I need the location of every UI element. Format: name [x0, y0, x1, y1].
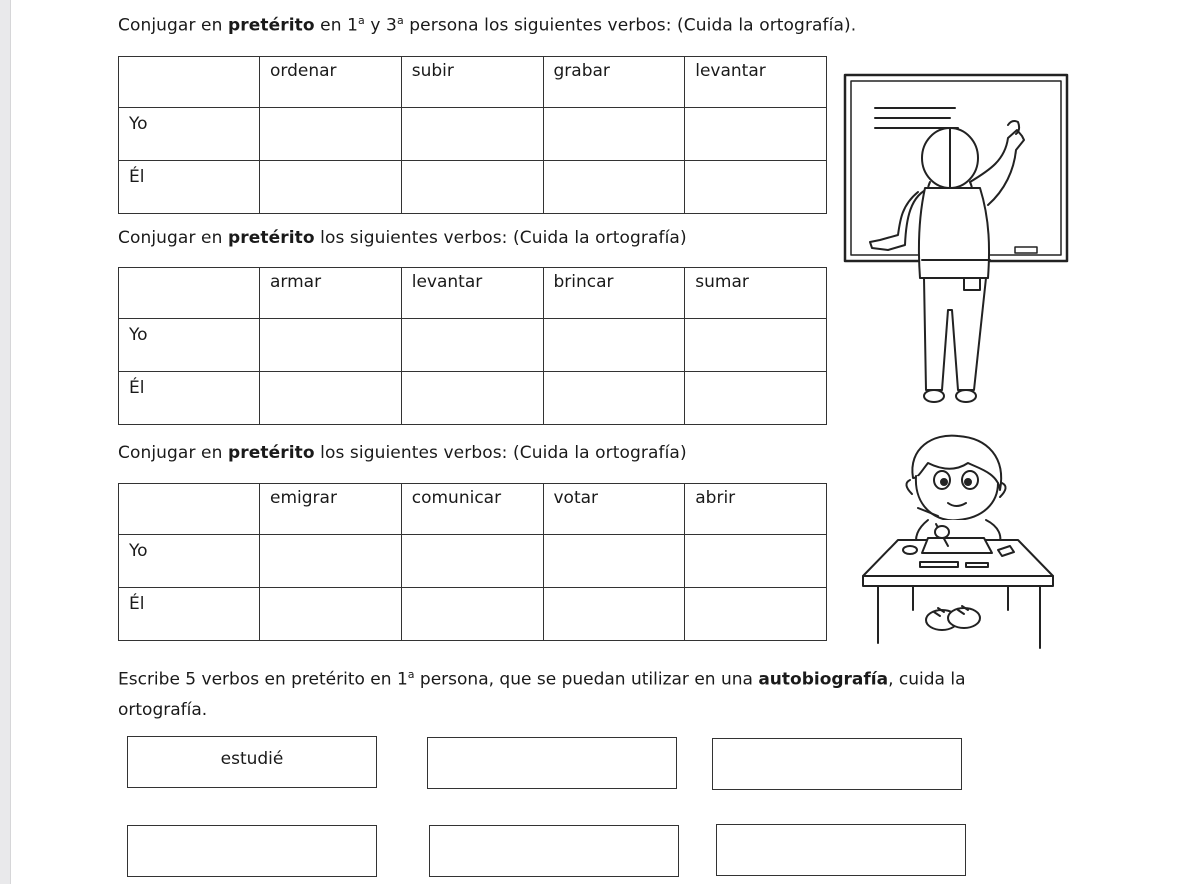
answer-box[interactable]: estudié	[127, 736, 377, 788]
pronoun-label: Él	[119, 588, 260, 641]
instruction-2: Conjugar en pretérito los siguientes verbos: (Cuida la ortografía)	[118, 228, 687, 248]
conjugation-table-2	[118, 267, 827, 425]
answer-cell[interactable]	[685, 535, 827, 588]
verb-header: grabar	[543, 57, 685, 108]
answer-cell[interactable]	[401, 108, 543, 161]
answer-cell[interactable]	[401, 588, 543, 641]
page-left-margin	[0, 0, 11, 884]
answer-box[interactable]	[712, 738, 962, 790]
answer-cell[interactable]	[401, 535, 543, 588]
answer-cell[interactable]	[543, 372, 685, 425]
answer-cell[interactable]	[401, 372, 543, 425]
corner-cell	[119, 484, 260, 535]
corner-cell	[119, 57, 260, 108]
instruction-1: Conjugar en pretérito en 1$^a$ y 3$^a$ persona los siguientes verbos: (Cuida la ortografía).	[118, 14, 857, 36]
pronoun-label: Yo	[119, 535, 260, 588]
answer-cell[interactable]	[260, 535, 402, 588]
corner-cell	[119, 268, 260, 319]
answer-cell[interactable]	[685, 108, 827, 161]
child-at-blackboard-illustration	[840, 70, 1072, 410]
answer-box[interactable]	[127, 825, 377, 877]
verb-header: emigrar	[260, 484, 402, 535]
answer-box[interactable]	[716, 824, 966, 876]
answer-cell[interactable]	[543, 108, 685, 161]
answer-cell[interactable]	[260, 108, 402, 161]
answer-cell[interactable]	[260, 319, 402, 372]
answer-cell[interactable]	[685, 319, 827, 372]
pronoun-label: Yo	[119, 108, 260, 161]
verb-header: levantar	[401, 268, 543, 319]
conjugation-table-1	[118, 56, 827, 214]
pronoun-label: Él	[119, 372, 260, 425]
answer-cell[interactable]	[685, 588, 827, 641]
answer-cell[interactable]	[543, 535, 685, 588]
verb-header: abrir	[685, 484, 827, 535]
answer-box[interactable]	[429, 825, 679, 877]
verb-header: armar	[260, 268, 402, 319]
instruction-4: Escribe 5 verbos en pretérito en 1$^a$ persona, que se puedan utilizar en una autobiografía, cuida la ortografía.	[118, 668, 966, 720]
answer-cell[interactable]	[260, 372, 402, 425]
answer-cell[interactable]	[401, 161, 543, 214]
verb-header: ordenar	[260, 57, 402, 108]
pronoun-label: Yo	[119, 319, 260, 372]
answer-cell[interactable]	[543, 161, 685, 214]
verb-header: levantar	[685, 57, 827, 108]
conjugation-table-3	[118, 483, 827, 641]
verb-header: sumar	[685, 268, 827, 319]
answer-cell[interactable]	[260, 161, 402, 214]
answer-cell[interactable]	[685, 161, 827, 214]
verb-header: votar	[543, 484, 685, 535]
verb-header: subir	[401, 57, 543, 108]
verb-header: comunicar	[401, 484, 543, 535]
answer-cell[interactable]	[260, 588, 402, 641]
instruction-3: Conjugar en pretérito los siguientes verbos: (Cuida la ortografía)	[118, 443, 687, 463]
answer-box[interactable]	[427, 737, 677, 789]
verb-header: brincar	[543, 268, 685, 319]
answer-cell[interactable]	[401, 319, 543, 372]
pronoun-label: Él	[119, 161, 260, 214]
answer-cell[interactable]	[543, 588, 685, 641]
answer-cell[interactable]	[685, 372, 827, 425]
boy-writing-at-desk-illustration	[858, 428, 1058, 653]
answer-cell[interactable]	[543, 319, 685, 372]
